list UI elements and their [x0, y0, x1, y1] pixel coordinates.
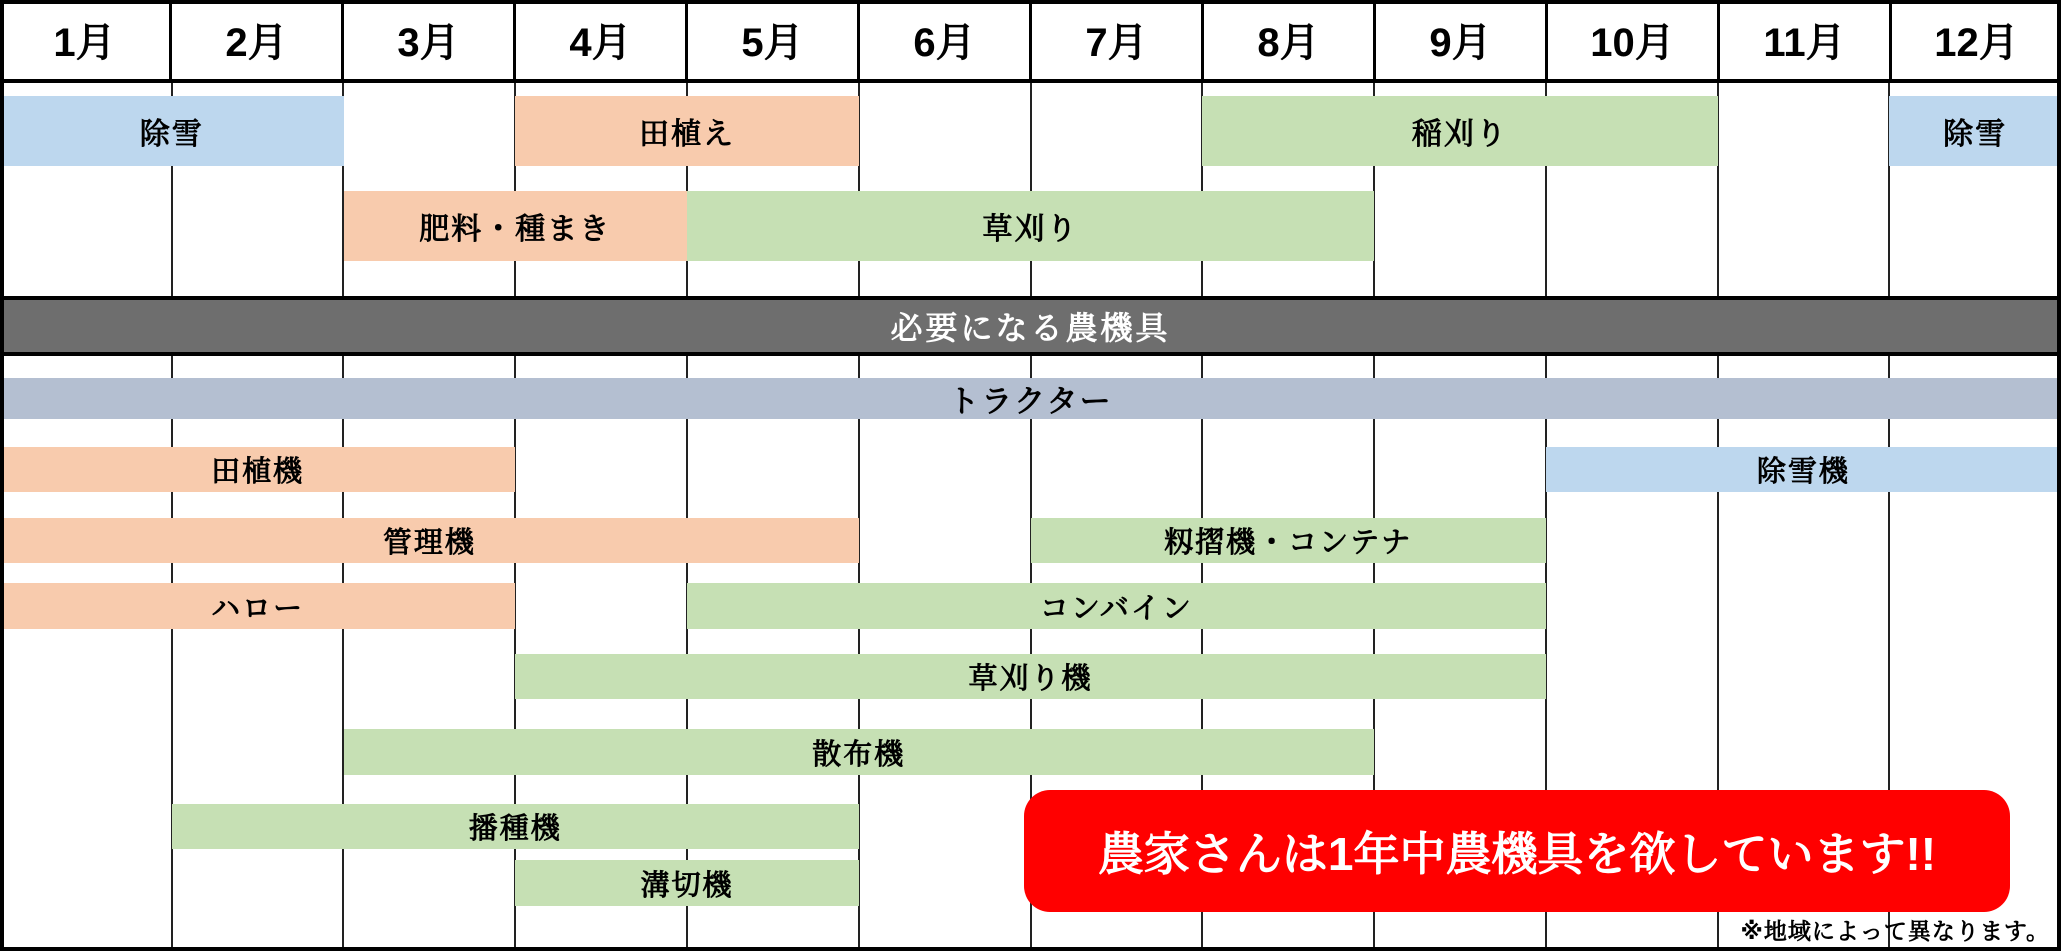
gantt-bar: 管理機 — [0, 518, 859, 563]
month-cell-4: 4月 — [516, 0, 688, 79]
gantt-bar: 田植機 — [0, 447, 515, 492]
gantt-bar: トラクター — [0, 378, 2061, 419]
month-cell-9: 9月 — [1376, 0, 1548, 79]
gantt-bar: 草刈り機 — [515, 654, 1546, 699]
gantt-bar: 籾摺機・コンテナ — [1031, 518, 1546, 563]
gantt-bar: 溝切機 — [515, 860, 859, 906]
month-cell-7: 7月 — [1032, 0, 1204, 79]
month-cell-11: 11月 — [1720, 0, 1892, 79]
gantt-bar: 草刈り — [687, 191, 1374, 261]
month-header-row — [0, 0, 2061, 83]
month-cell-2: 2月 — [172, 0, 344, 79]
gantt-bar: 播種機 — [172, 804, 859, 849]
gantt-bar: 肥料・種まき — [344, 191, 688, 261]
month-cell-12: 12月 — [1934, 21, 2019, 65]
gantt-bar: 稲刈り — [1202, 96, 1717, 166]
footnote-region-note: ※地域によって異なります。 — [1740, 918, 2050, 944]
gantt-bar: 除雪 — [0, 96, 344, 166]
month-cell-5: 5月 — [688, 0, 860, 79]
month-cell-8: 8月 — [1204, 0, 1376, 79]
gantt-bar: 田植え — [515, 96, 859, 166]
callout-banner: 農家さんは1年中農機具を欲しています!! — [1024, 790, 2010, 912]
gantt-bar: ハロー — [0, 583, 515, 629]
section-banner-equipment: 必要になる農機具 — [0, 296, 2061, 356]
month-cell-1: 1月 — [0, 0, 172, 79]
gantt-bar: 除雪 — [1889, 96, 2061, 166]
gantt-bar: 散布機 — [344, 729, 1375, 775]
month-cell-3: 3月 — [344, 0, 516, 79]
gantt-bar: コンバイン — [687, 583, 1546, 629]
month-cell-10: 10月 — [1548, 0, 1720, 79]
month-cell-6: 6月 — [860, 0, 1032, 79]
gantt-bar: 除雪機 — [1546, 447, 2061, 492]
